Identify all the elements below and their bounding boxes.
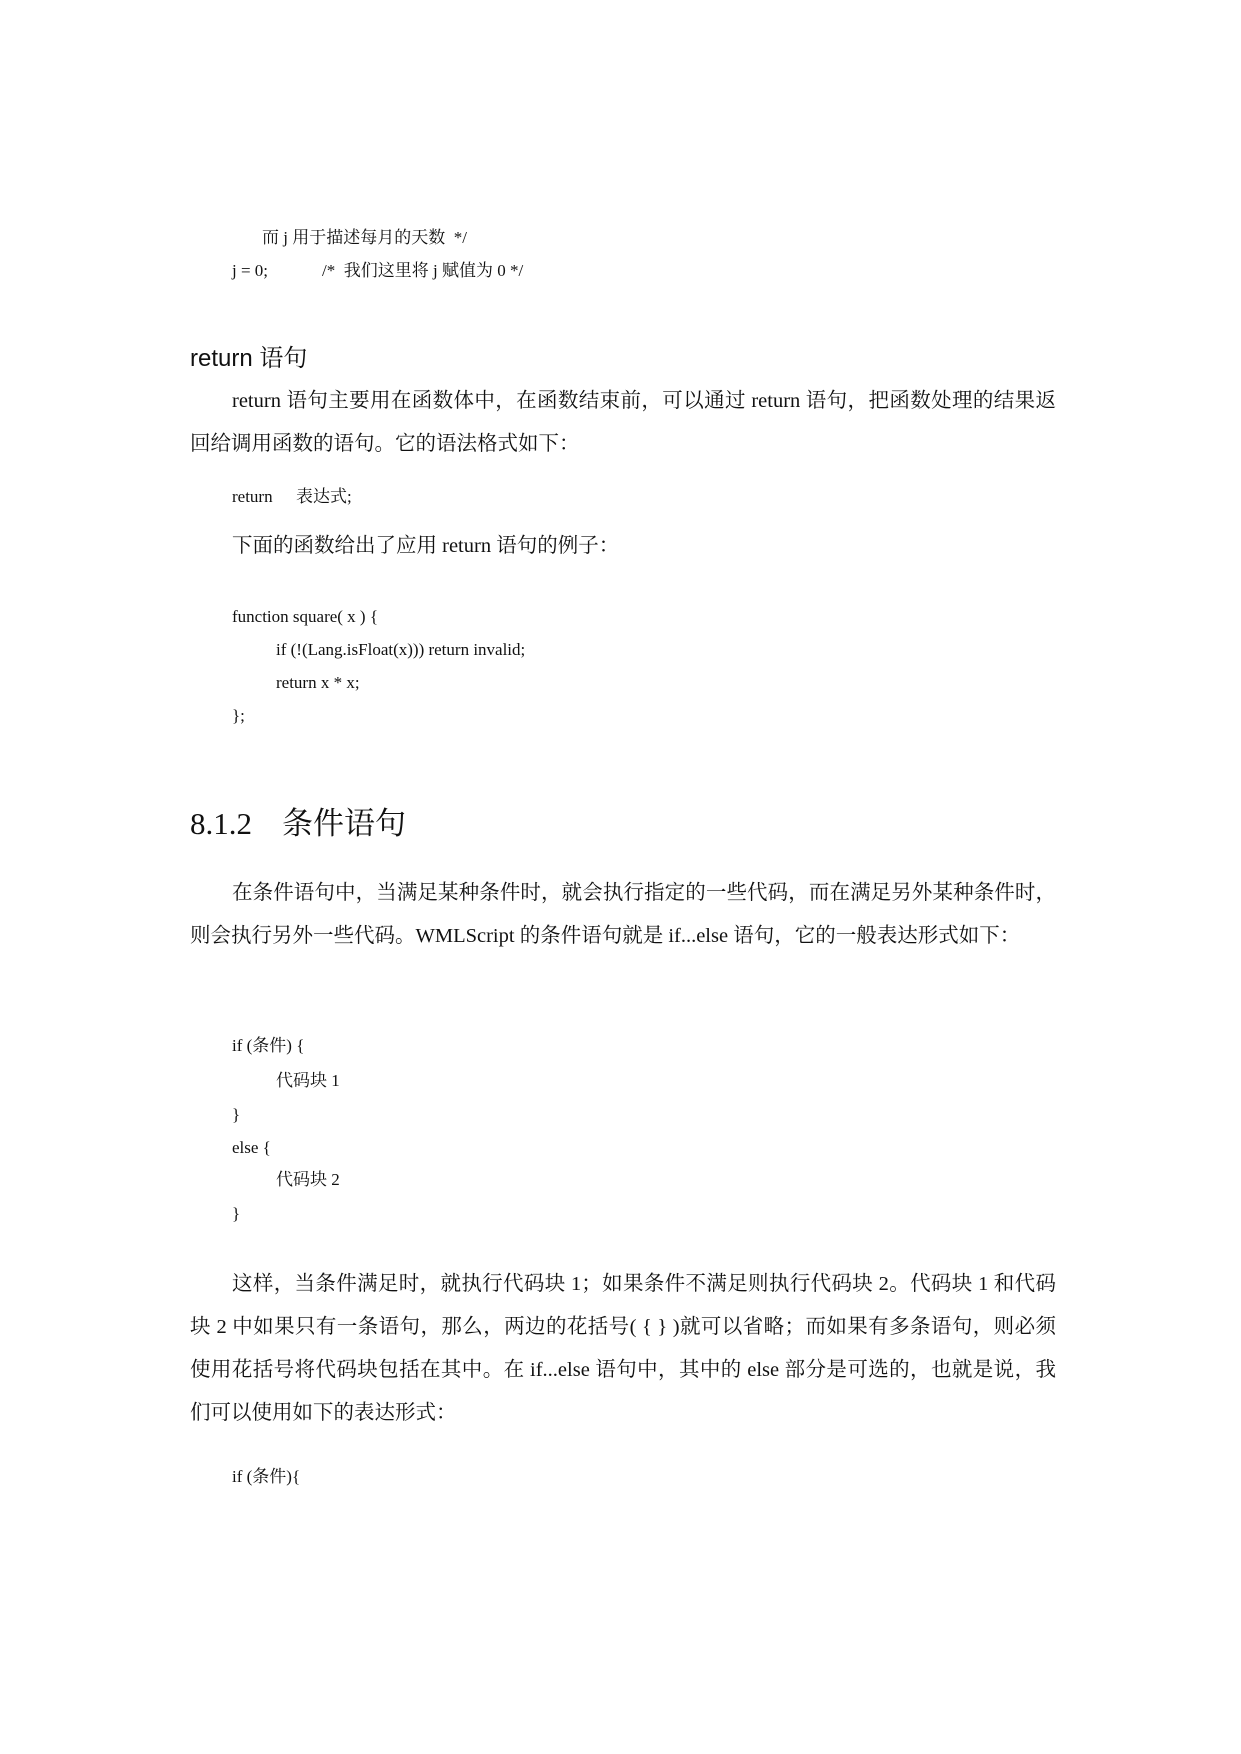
conditional-explanation-paragraph: 这样，当条件满足时，就执行代码块 1；如果条件不满足则执行代码块 2。代码块 1 和代码块 2 中如果只有一条语句，那么，两边的花括号( { } )就可以省略；而如果有多条语句，则必须使用花括号将代码块包括在其中。在 if...else 语句中，其中的 else 部分是可选的，也就是说，我们可以使用如下的表达形式：	[190, 1273, 1056, 1424]
conditional-intro-paragraph: 在条件语句中，当满足某种条件时，就会执行指定的一些代码，而在满足另外某种条件时，则会执行另外一些代码。WMLScript 的条件语句就是 if...else 语句，它的一般表达形式如下：	[190, 882, 1056, 947]
code-line: }	[232, 1204, 241, 1223]
code-line: 代码块 2	[276, 1170, 340, 1189]
code-line: else {	[232, 1138, 271, 1157]
code-line: }	[232, 1105, 241, 1124]
section-heading	[190, 804, 406, 844]
return-intro-paragraph: return 语句主要用在函数体中，在函数结束前，可以通过 return 语句，把函数处理的结果返回给调用函数的语句。它的语法格式如下：	[190, 390, 1056, 455]
code-line: function square( x ) {	[232, 607, 379, 626]
code-comment: /* 我们这里将 j 赋值为 0 */	[322, 261, 524, 280]
code-line: if (!(Lang.isFloat(x))) return invalid;	[276, 640, 526, 659]
code-line: };	[232, 706, 245, 725]
return-syntax-keyword: return	[232, 487, 273, 506]
section-title: 条件语句	[282, 806, 406, 842]
code-line: 代码块 1	[276, 1071, 340, 1090]
code-comment-line: 而 j 用于描述每月的天数 */	[262, 228, 467, 247]
code-line: if (条件) {	[232, 1036, 305, 1055]
code-line: return x * x;	[276, 673, 360, 692]
code-assignment: j = 0;	[232, 261, 269, 280]
section-number: 8.1.2	[190, 806, 252, 841]
return-syntax-expression: 表达式;	[296, 487, 352, 506]
return-heading: return 语句	[190, 345, 308, 372]
code-line: if (条件){	[232, 1467, 301, 1486]
return-example-intro: 下面的函数给出了应用 return 语句的例子：	[232, 535, 620, 557]
